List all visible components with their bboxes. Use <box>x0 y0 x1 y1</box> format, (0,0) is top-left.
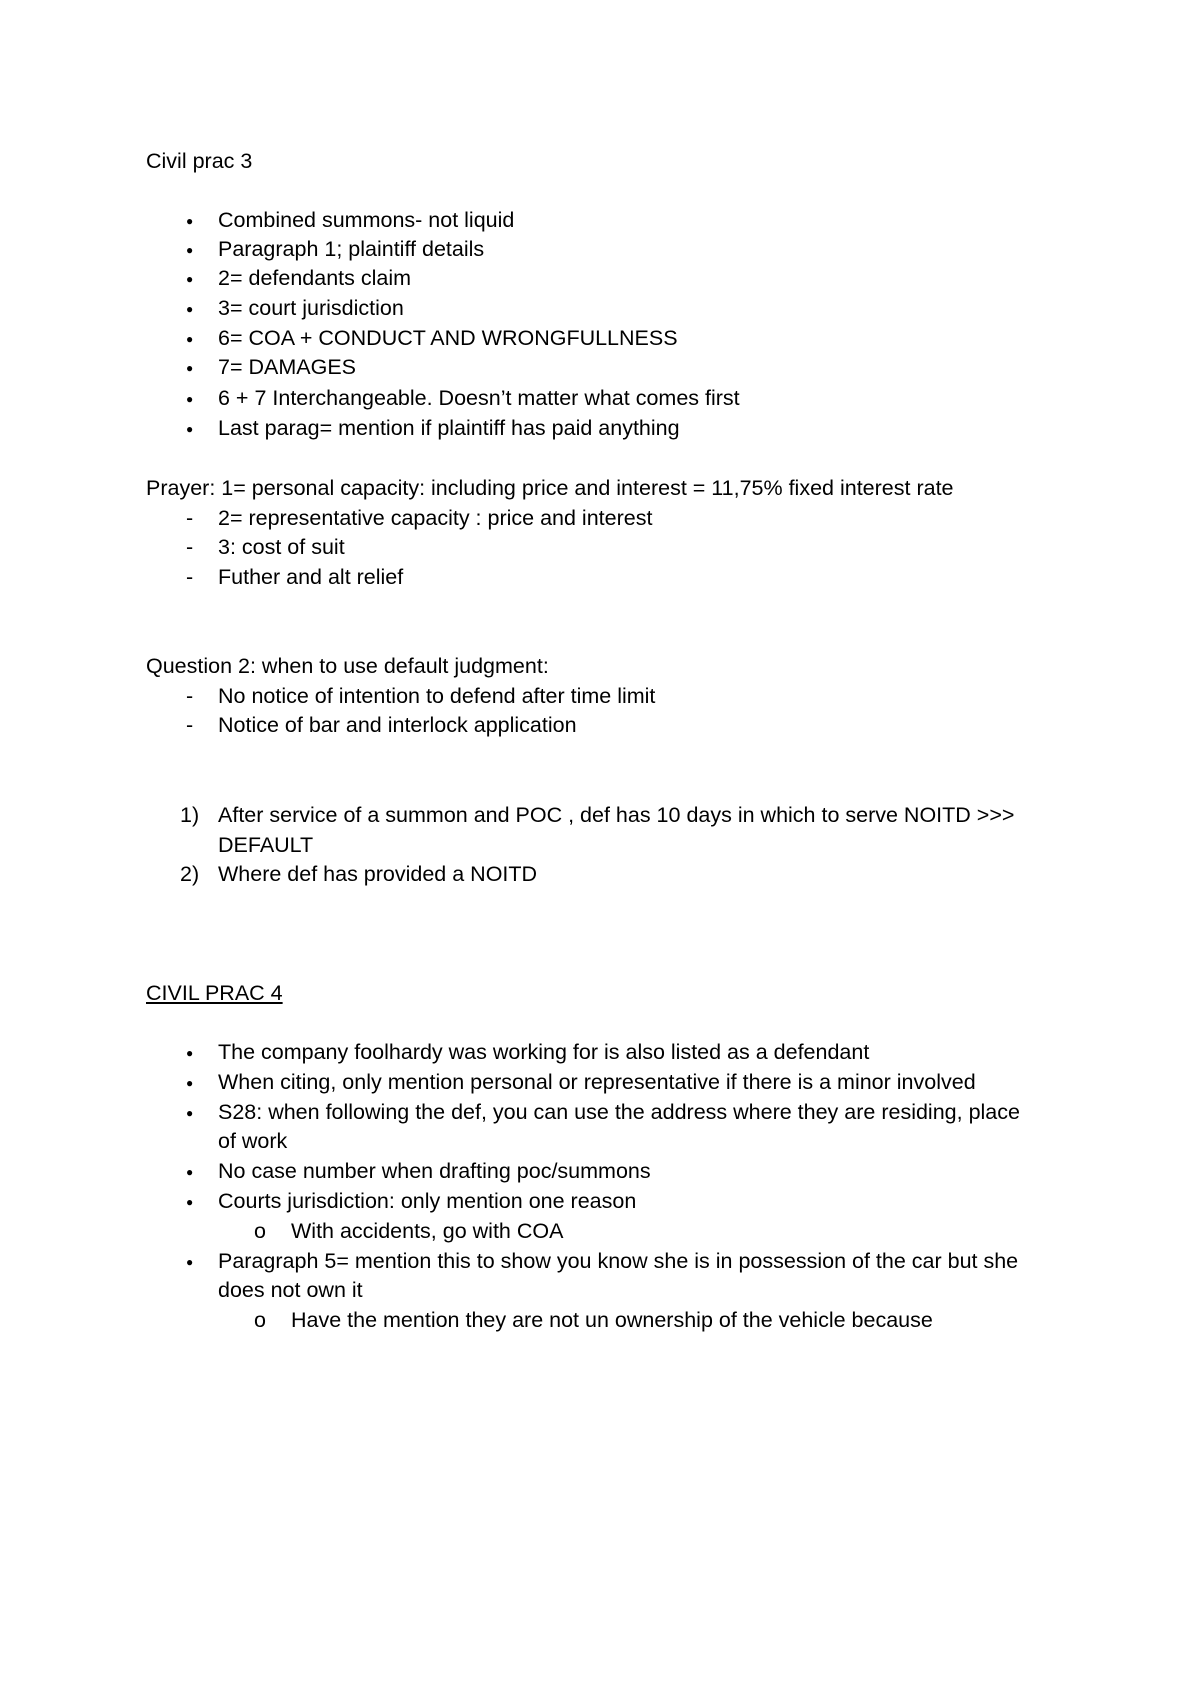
bullet-icon <box>186 352 193 385</box>
list-item: Last parag= mention if plaintiff has paid anything <box>218 416 680 440</box>
list-item: 2= defendants claim <box>218 266 412 290</box>
list-number: 2) <box>180 862 200 886</box>
bullet-icon <box>186 383 193 416</box>
list-item: S28: when following the def, you can use the address where they are residing, place <box>218 1100 1020 1124</box>
bullet-icon <box>186 1067 193 1100</box>
bullet-icon <box>186 293 193 326</box>
list-item: 6 + 7 Interchangeable. Doesn’t matter what comes first <box>218 386 740 410</box>
dash-icon <box>186 710 193 740</box>
list-item: Paragraph 5= mention this to show you know she is in possession of the car but she <box>218 1249 1019 1273</box>
dash-icon <box>186 532 193 562</box>
list-item: Combined summons- not liquid <box>218 208 515 232</box>
list-item: 7= DAMAGES <box>218 355 357 379</box>
prayer-line: Prayer: 1= personal capacity: including price and interest = 11,75% fixed interest rate <box>146 476 954 500</box>
list-item: After service of a summon and POC , def has 10 days in which to serve NOITD >>> <box>218 803 1015 827</box>
bullet-icon <box>186 1097 193 1130</box>
section-title: CIVIL PRAC 4 <box>146 981 283 1005</box>
bullet-icon <box>186 1246 193 1279</box>
question-line: Question 2: when to use default judgment: <box>146 654 549 678</box>
list-item: The company foolhardy was working for is also listed as a defendant <box>218 1040 870 1064</box>
bullet-icon <box>186 1156 193 1189</box>
sub-bullet-icon <box>254 1216 266 1246</box>
sub-bullet-icon <box>254 1305 266 1335</box>
section-title: Civil prac 3 <box>146 149 253 173</box>
list-item: Futher and alt relief <box>218 565 404 589</box>
list-number: 1) <box>180 803 200 827</box>
dash-icon <box>186 503 193 533</box>
dash-icon <box>186 562 193 592</box>
sub-list-item: Have the mention they are not un ownership of the vehicle because <box>291 1308 933 1332</box>
list-item: No notice of intention to defend after time limit <box>218 684 656 708</box>
list-item: When citing, only mention personal or representative if there is a minor involved <box>218 1070 976 1094</box>
bullet-icon <box>186 263 193 296</box>
bullet-icon <box>186 1037 193 1070</box>
list-item: 3: cost of suit <box>218 535 345 559</box>
bullet-icon <box>186 1186 193 1219</box>
list-item-continuation: does not own it <box>218 1278 363 1302</box>
list-item: 3= court jurisdiction <box>218 296 404 320</box>
dash-icon <box>186 681 193 711</box>
list-item: 6= COA + CONDUCT AND WRONGFULLNESS <box>218 326 678 350</box>
list-item-continuation: DEFAULT <box>218 833 314 857</box>
list-item: 2= representative capacity : price and interest <box>218 506 653 530</box>
list-item: Notice of bar and interlock application <box>218 713 577 737</box>
list-item: No case number when drafting poc/summons <box>218 1159 651 1183</box>
list-item: Where def has provided a NOITD <box>218 862 538 886</box>
list-item: Courts jurisdiction: only mention one reason <box>218 1189 637 1213</box>
list-item: Paragraph 1; plaintiff details <box>218 237 485 261</box>
sub-list-item: With accidents, go with COA <box>291 1219 564 1243</box>
bullet-icon <box>186 413 193 446</box>
list-item-continuation: of work <box>218 1129 288 1153</box>
